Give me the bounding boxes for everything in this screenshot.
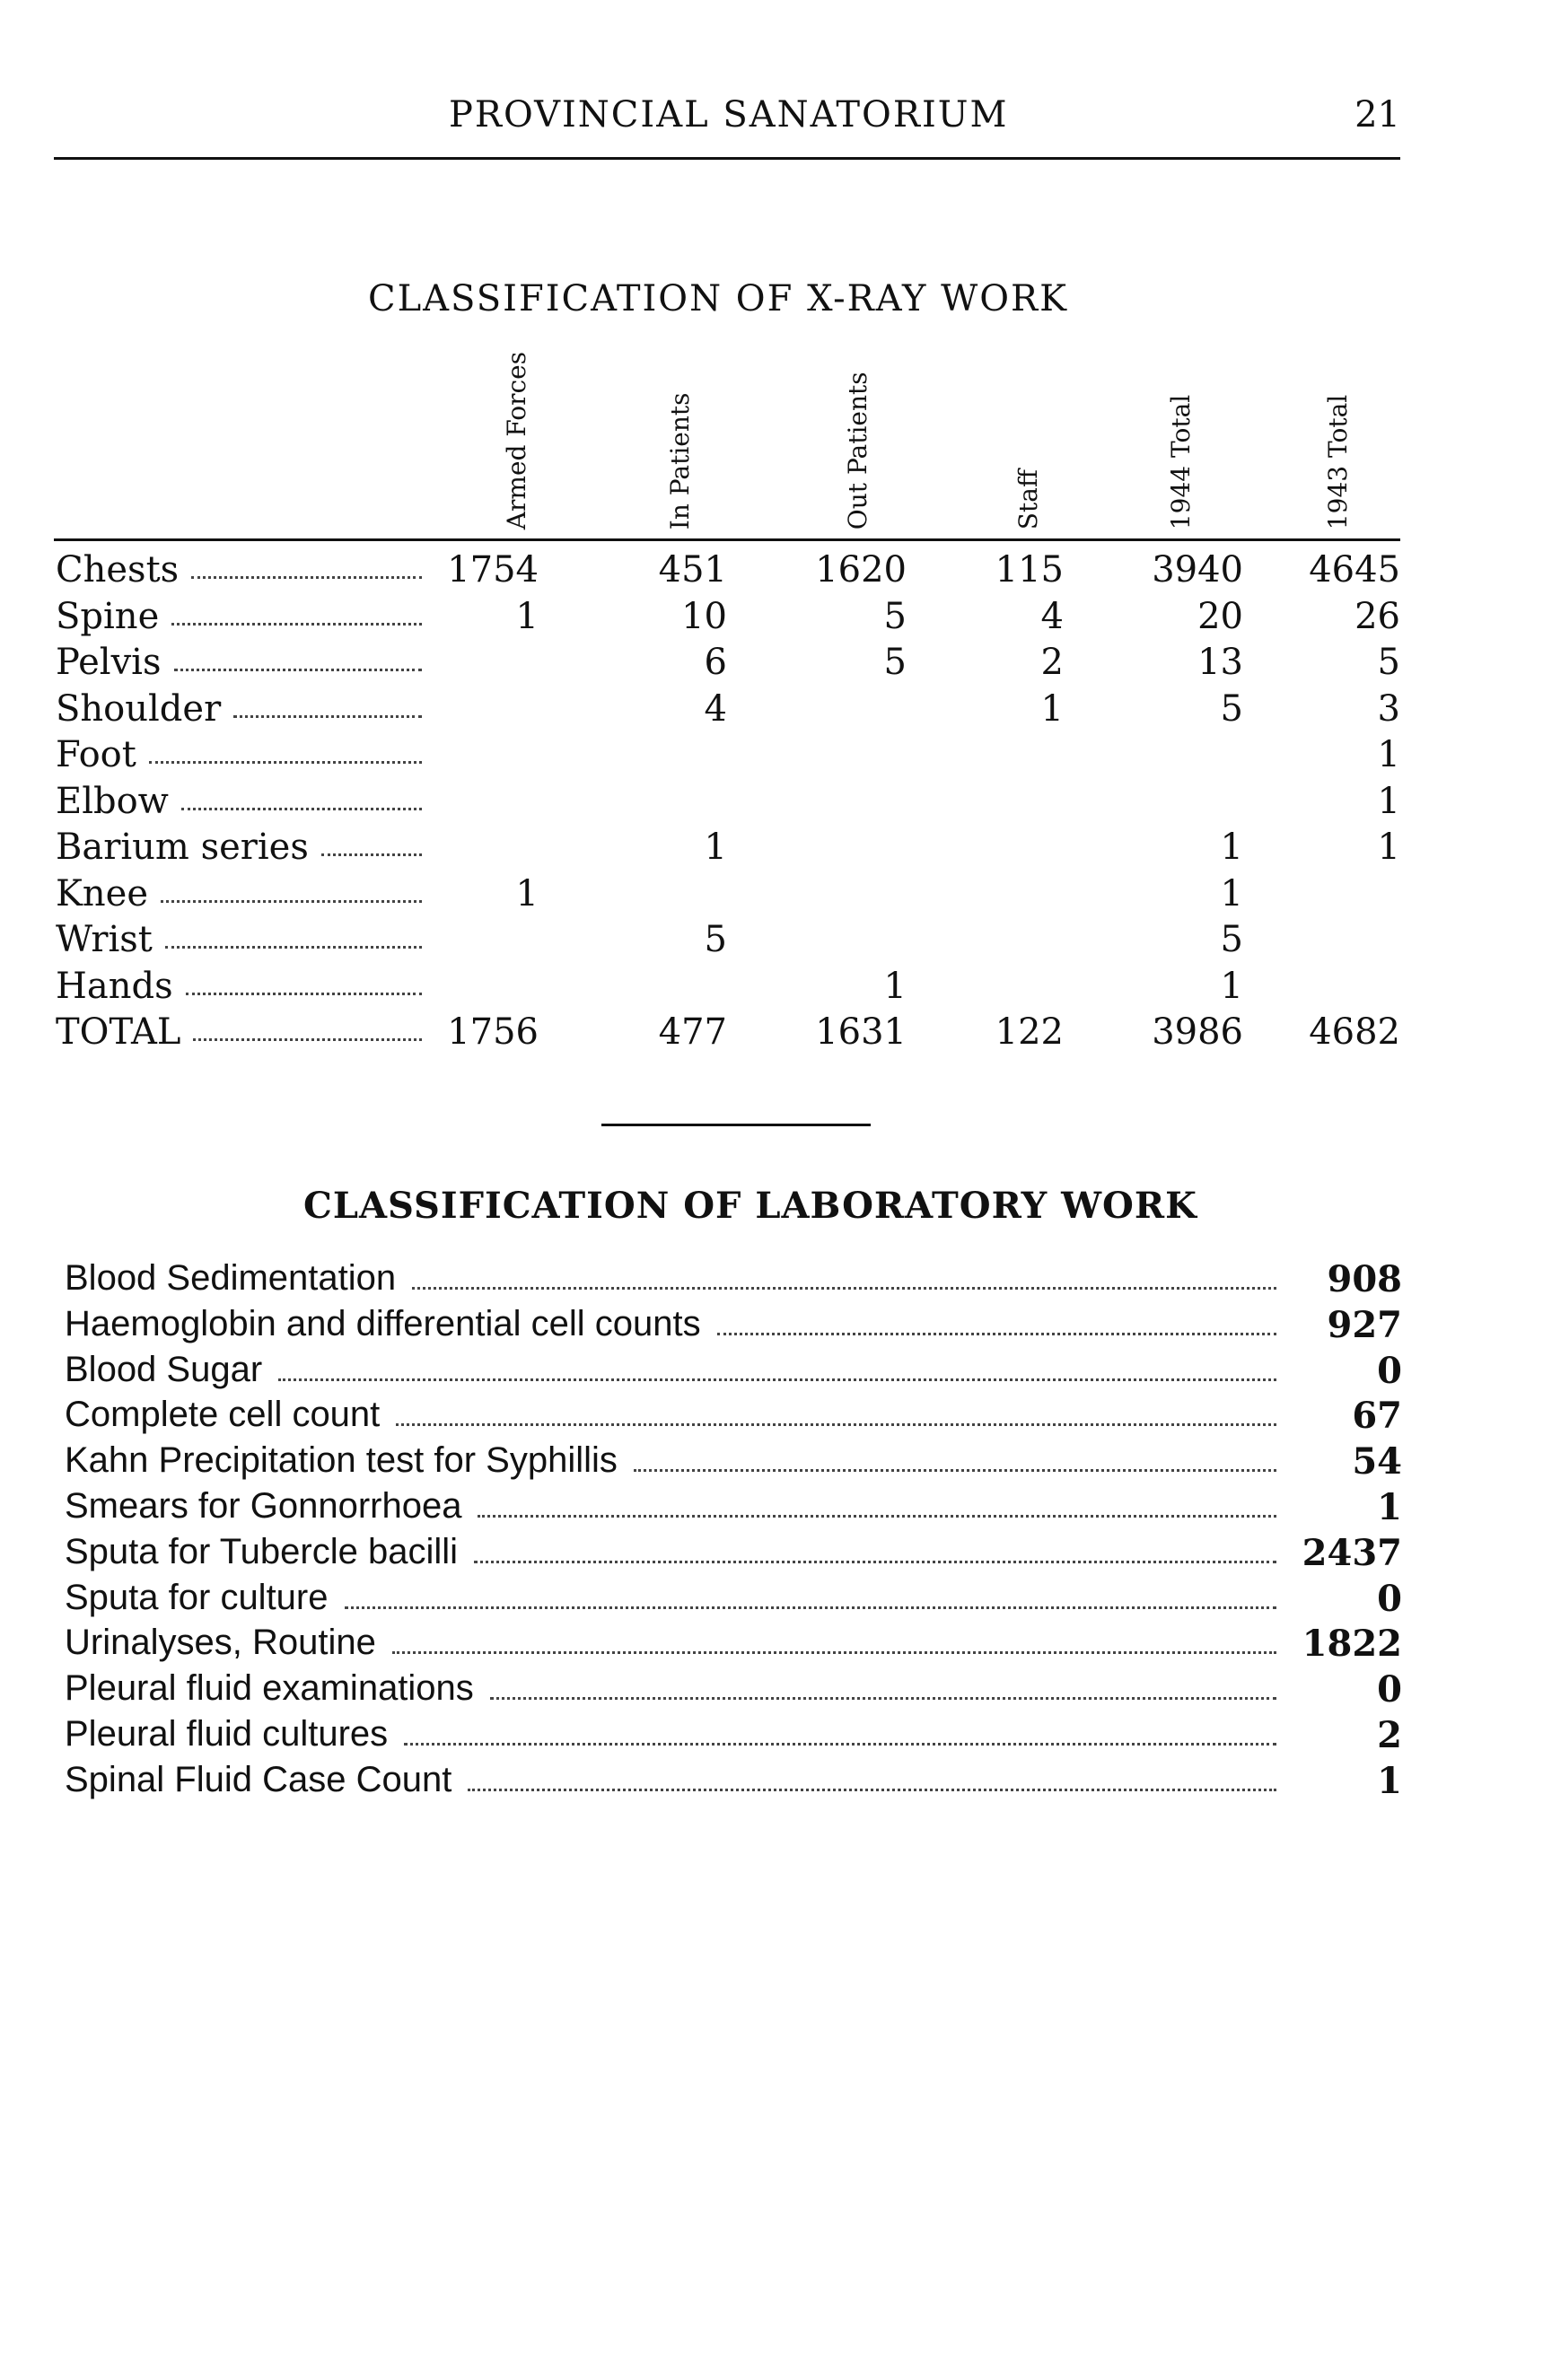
xray-row-label: Pelvis: [56, 642, 162, 683]
xray-row: [56, 873, 1402, 918]
xray-cell: 1: [704, 827, 727, 868]
xray-row-label: Spine: [56, 595, 160, 637]
xray-section-title: CLASSIFICATION OF X-RAY WORK: [368, 278, 1069, 319]
lab-row-value: 67: [1352, 1395, 1402, 1438]
lab-row-label: Urinalyses, Routine: [65, 1623, 376, 1663]
lab-row: [65, 1350, 1402, 1395]
lab-row-label: Sputa for Tubercle bacilli: [65, 1531, 459, 1571]
column-header-rule: [54, 538, 1400, 541]
leader-dots: [392, 1651, 1276, 1654]
lab-row-label: Blood Sugar: [65, 1349, 263, 1389]
xray-cell: 5: [1377, 642, 1400, 683]
xray-cell: 1: [1377, 780, 1400, 822]
lab-row-label: Haemoglobin and differential cell counts: [65, 1303, 701, 1343]
xray-row: [56, 734, 1402, 779]
xray-cell: 122: [995, 1011, 1064, 1053]
column-header-1943-total: 1943 Total: [1323, 394, 1353, 529]
xray-row: [56, 827, 1402, 871]
lab-row: [65, 1258, 1402, 1303]
xray-cell: 1: [515, 872, 539, 914]
xray-row: [56, 642, 1402, 687]
running-title: PROVINCIAL SANATORIUM: [449, 94, 1009, 136]
xray-row-label: Wrist: [56, 919, 153, 960]
lab-row: [65, 1532, 1402, 1577]
xray-row-label: Chests: [56, 549, 180, 591]
xray-cell: 5: [883, 642, 907, 683]
xray-cell: 10: [681, 595, 727, 637]
xray-cell: 20: [1197, 595, 1243, 637]
lab-row-label: Blood Sedimentation: [65, 1258, 397, 1298]
leader-dots: [404, 1743, 1276, 1746]
lab-row: [65, 1714, 1402, 1759]
xray-cell: 4: [1040, 595, 1064, 637]
xray-cell: 1: [1220, 827, 1243, 868]
leader-dots: [233, 715, 422, 718]
lab-row-value: 927: [1327, 1303, 1402, 1346]
leader-dots: [181, 808, 422, 810]
lab-row: [65, 1668, 1402, 1713]
column-header-out-patients: Out Patients: [843, 372, 872, 529]
xray-cell: 1: [883, 965, 907, 1007]
xray-cell: 5: [883, 595, 907, 637]
xray-cell: 1: [1377, 734, 1400, 775]
leader-dots: [396, 1423, 1276, 1426]
xray-row: [56, 688, 1402, 733]
lab-row: [65, 1578, 1402, 1623]
lab-row-label: Spinal Fluid Case Count: [65, 1759, 452, 1799]
lab-row: [65, 1440, 1402, 1485]
leader-dots: [278, 1378, 1276, 1381]
xray-cell: 5: [704, 919, 727, 960]
page-header: [54, 94, 1400, 160]
lab-row-label: Pleural fluid examinations: [65, 1668, 474, 1709]
leader-dots: [412, 1287, 1276, 1290]
lab-row: [65, 1760, 1402, 1805]
leader-dots: [478, 1515, 1276, 1518]
xray-row-label: Foot: [56, 734, 136, 775]
xray-cell: 1754: [447, 549, 539, 591]
lab-row-value: 2: [1377, 1714, 1402, 1756]
xray-cell: 3: [1377, 687, 1400, 730]
lab-row-label: Complete cell count: [65, 1395, 381, 1435]
lab-row-value: 1: [1377, 1486, 1402, 1528]
xray-cell: 5: [1220, 919, 1243, 960]
column-header-staff: Staff: [1013, 468, 1043, 529]
lab-row: [65, 1304, 1402, 1349]
leader-dots: [634, 1469, 1276, 1472]
xray-row-label: Elbow: [56, 780, 169, 822]
xray-row-label: Knee: [56, 872, 148, 914]
lab-row: [65, 1395, 1402, 1439]
lab-row-value: 1: [1377, 1759, 1402, 1802]
section-divider: [601, 1124, 871, 1126]
xray-row-label: Barium series: [56, 827, 309, 868]
xray-cell: 3940: [1152, 549, 1243, 591]
xray-cell: 2: [1040, 642, 1064, 683]
leader-dots: [161, 900, 422, 903]
leader-dots: [191, 576, 422, 579]
lab-row-value: 1822: [1302, 1623, 1402, 1666]
leader-dots: [171, 623, 422, 626]
xray-row-label: Hands: [56, 965, 173, 1007]
xray-cell: 1756: [447, 1011, 539, 1053]
xray-cell: 4682: [1309, 1011, 1400, 1053]
xray-cell: 4645: [1309, 549, 1400, 591]
leader-dots: [474, 1561, 1276, 1563]
lab-row-label: Smears for Gonnorrhoea: [65, 1486, 462, 1526]
lab-row-value: 0: [1377, 1577, 1402, 1620]
xray-cell: 1: [1040, 687, 1064, 730]
leader-dots: [345, 1606, 1276, 1609]
lab-row: [65, 1486, 1402, 1531]
xray-row-label: TOTAL: [56, 1011, 181, 1053]
xray-cell: 26: [1355, 595, 1400, 637]
xray-cell: 1: [1377, 827, 1400, 868]
lab-row-value: 0: [1377, 1668, 1402, 1711]
leader-dots: [490, 1697, 1276, 1700]
lab-row-value: 2437: [1302, 1531, 1402, 1574]
leader-dots: [717, 1333, 1276, 1335]
page-number: 21: [1355, 94, 1400, 136]
xray-cell: 451: [658, 549, 727, 591]
xray-row: [56, 919, 1402, 964]
lab-row-value: 0: [1377, 1349, 1402, 1392]
column-header-armed-forces: Armed Forces: [502, 351, 531, 529]
leader-dots: [165, 946, 422, 949]
xray-cell: 1620: [815, 549, 907, 591]
xray-cell: 1631: [815, 1011, 907, 1053]
xray-row-label: Shoulder: [56, 687, 222, 730]
xray-row: [56, 966, 1402, 1011]
leader-dots: [174, 669, 422, 671]
leader-dots: [321, 853, 422, 856]
lab-row-value: 908: [1327, 1258, 1402, 1300]
xray-row: [56, 549, 1402, 594]
xray-cell: 3986: [1152, 1011, 1243, 1053]
xray-row: [56, 596, 1402, 641]
lab-row-value: 54: [1352, 1440, 1402, 1483]
xray-cell: 1: [1220, 872, 1243, 914]
lab-row: [65, 1623, 1402, 1667]
xray-cell: 1: [1220, 965, 1243, 1007]
leader-dots: [149, 761, 422, 764]
column-header-in-patients: In Patients: [665, 392, 695, 529]
xray-total-row: [56, 1011, 1402, 1056]
xray-cell: 1: [515, 595, 539, 637]
column-header-1944-total: 1944 Total: [1166, 394, 1196, 529]
leader-dots: [193, 1038, 422, 1041]
lab-row-label: Pleural fluid cultures: [65, 1714, 389, 1754]
lab-section-title: CLASSIFICATION OF LABORATORY WORK: [303, 1185, 1197, 1227]
xray-cell: 477: [658, 1011, 727, 1053]
xray-row: [56, 781, 1402, 826]
xray-cell: 4: [704, 687, 727, 730]
lab-row-label: Sputa for culture: [65, 1577, 329, 1617]
lab-row-label: Kahn Precipitation test for Syphillis: [65, 1440, 618, 1481]
xray-cell: 5: [1220, 687, 1243, 730]
xray-cell: 115: [995, 549, 1064, 591]
xray-cell: 6: [704, 642, 727, 683]
leader-dots: [186, 993, 422, 995]
leader-dots: [468, 1789, 1276, 1791]
xray-cell: 13: [1197, 642, 1243, 683]
